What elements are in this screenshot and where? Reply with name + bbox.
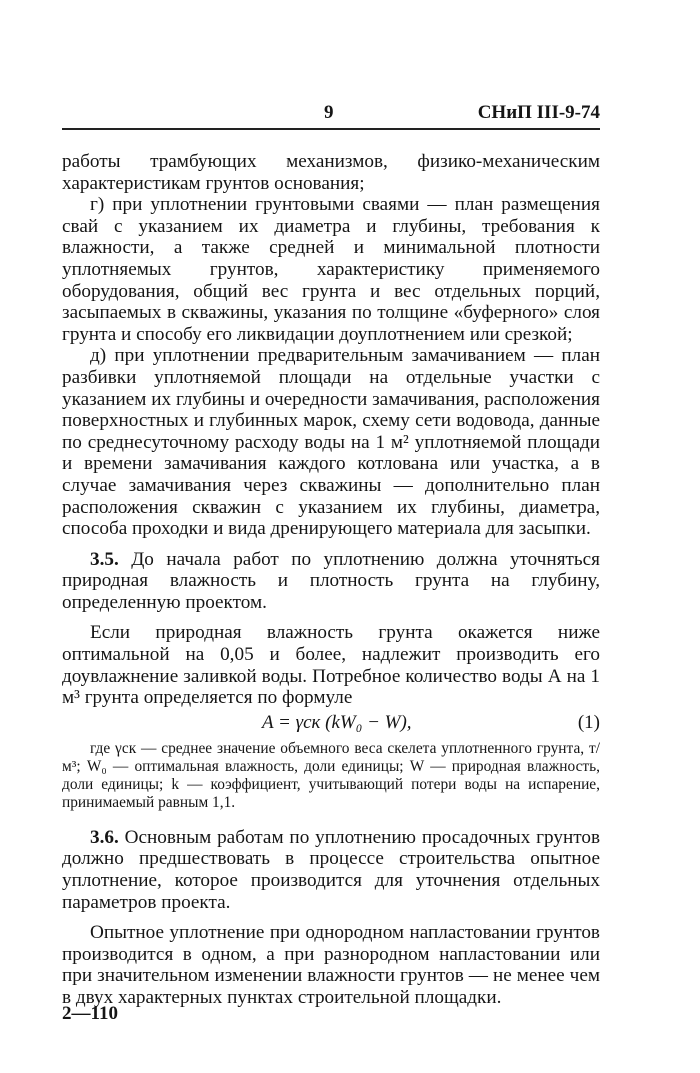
section-3-6-text: Основным работам по уплотнению просадочных грунтов должно предшествовать в процессе строительства опытное уплотнение, которое производится для уточнения отдельных параметров проекта. — [62, 826, 601, 913]
paragraph-continuation: работы трамбующих механизмов, физико-механическим характеристикам грунтов основания; — [62, 151, 600, 194]
paragraph-item-d: д) при уплотнении предварительным замачиванием — план разбивки уплотняемой площади на отдельные участки с указанием их глубины и очередности замачивания, расположения поверхностных и глубинных марок, схему сети водовода, данные по среднесуточному расходу воды на 1 м² уплотняемой площади и времени замачивания каждого котлована или участка, а в случае замачивания через скважины — дополнительно план расположения скважин с указанием их глубины, диаметра, способа проходки и вида дренирующего материала для засыпки. — [62, 345, 600, 540]
section-3-6-number: 3.6. — [90, 826, 119, 848]
header-rule — [62, 128, 600, 130]
section-3-5-text: До начала работ по уплотнению должна уточняться природная влажность и плотность грунта на глубину, определенную проектом. — [62, 548, 600, 613]
section-3-6 — [62, 827, 600, 913]
section-3-5 — [62, 549, 600, 614]
formula-legend: где γск — среднее значение объемного веса скелета уплотненного грунта, т/м³; W₀ — оптимальная влажность, доли единицы; W — природная влажность, доли единицы; k — коэффициент, учитывающий потери воды на испарение, принимаемый равным 1,1. — [62, 739, 600, 811]
paragraph-item-g: г) при уплотнении грунтовыми сваями — план размещения свай с указанием их диаметра и глубины, требования к влажности, а также средней и минимальной плотности уплотняемых грунтов, характеристику применяемого оборудования, общий вес грунта и вес отдельных порций, засыпаемых в скважины, указания по толщине «буферного» слоя грунта и способу его ликвидации доуплотнением или срезкой; — [62, 194, 600, 345]
document-body — [62, 151, 600, 1009]
page-number: 9 — [324, 102, 334, 123]
section-3-6-paragraph-2: Опытное уплотнение при однородном напластовании грунтов производится в одном, а при разнородном напластовании или при значительном изменении влажности грунтов — не менее чем в двух характерных пунктах строительной площадки. — [62, 922, 600, 1008]
section-3-5-number: 3.5. — [90, 548, 119, 570]
signature-mark: 2—110 — [62, 1003, 118, 1024]
page-header — [62, 100, 600, 126]
formula-number: (1) — [577, 711, 600, 733]
formula-1 — [62, 712, 600, 738]
section-3-5-paragraph-2: Если природная влажность грунта окажется ниже оптимальной на 0,05 и более, надлежит производить его доувлажнение заливкой воды. Потребное количество воды А на 1 м³ грунта определяется по формуле — [62, 622, 600, 709]
document-code: СНиП III-9-74 — [477, 102, 600, 123]
formula-expression: A = γск (kW₀ − W), — [262, 711, 412, 733]
